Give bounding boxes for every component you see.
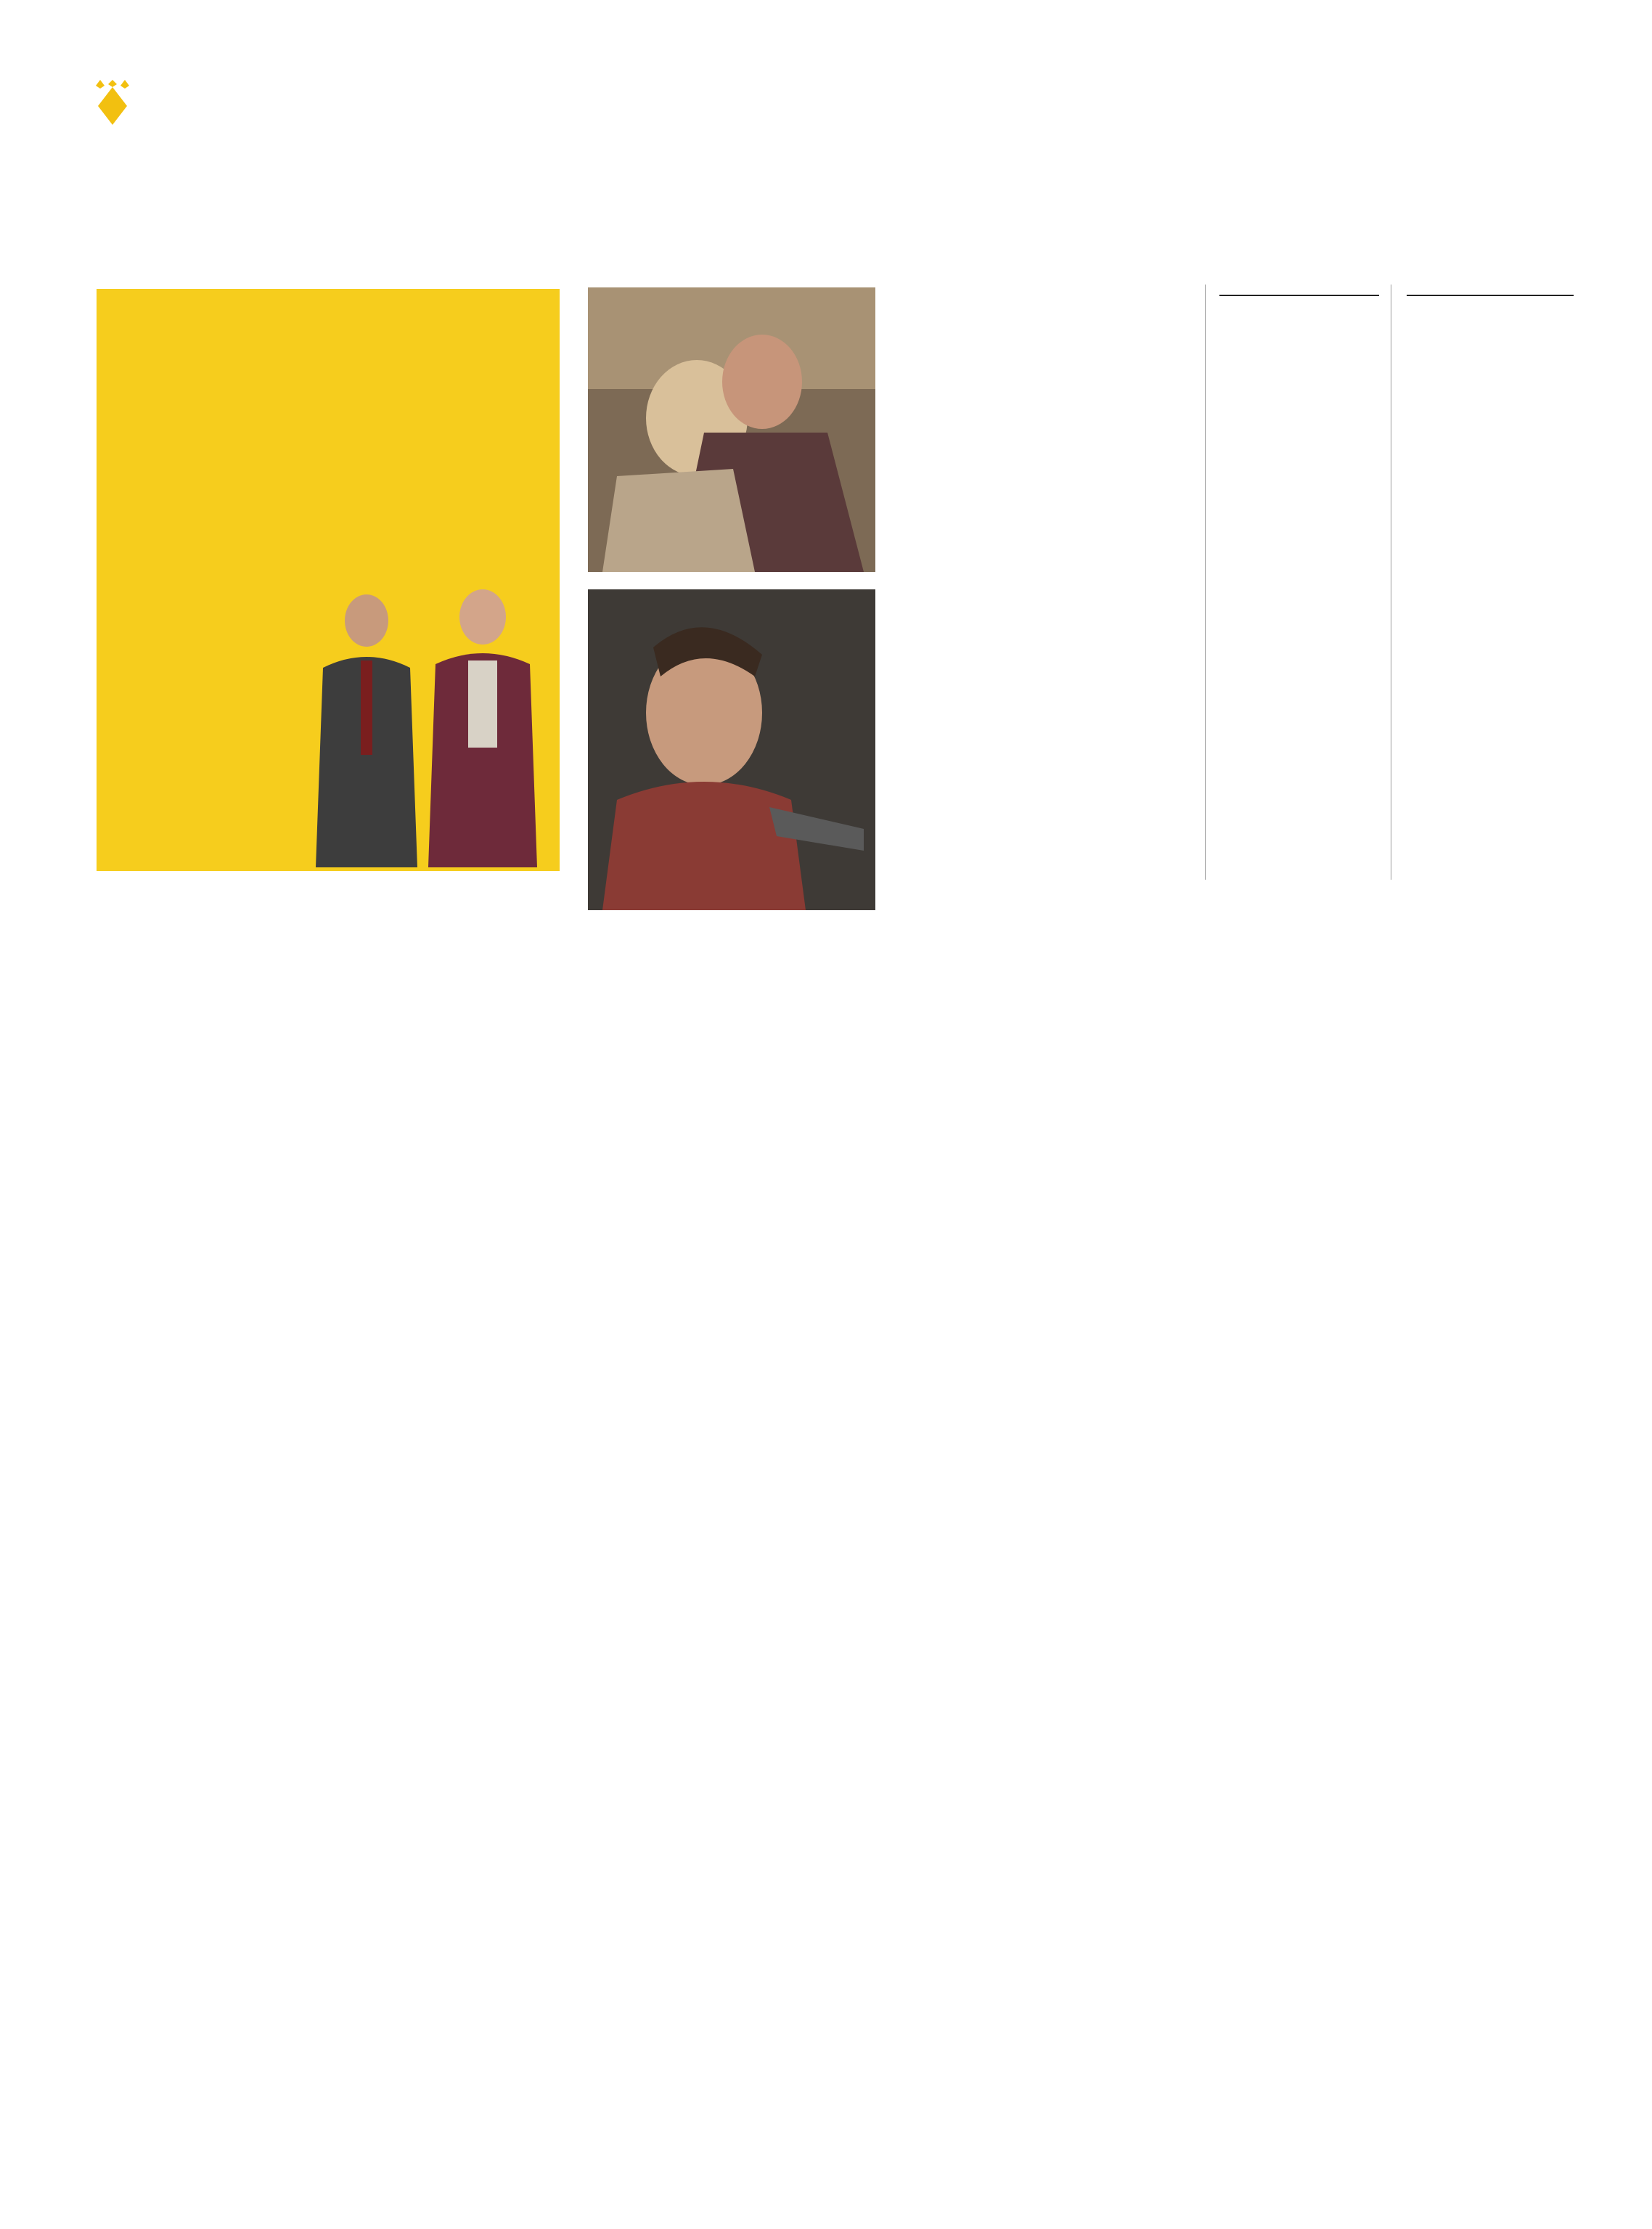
secuestro-photo [588,589,875,910]
film-actors-image [294,581,555,867]
channel-column-paramount [1219,287,1379,305]
la-patria-perduda-photo [588,287,875,572]
review-patria [896,287,1185,302]
channel-rule [1219,295,1379,296]
channel-column-radio-sbd [1407,287,1574,305]
channel-rule [1407,295,1574,296]
column-divider [1205,285,1206,880]
review-secuestro [896,589,1185,604]
diari-logo-icon [94,80,131,125]
